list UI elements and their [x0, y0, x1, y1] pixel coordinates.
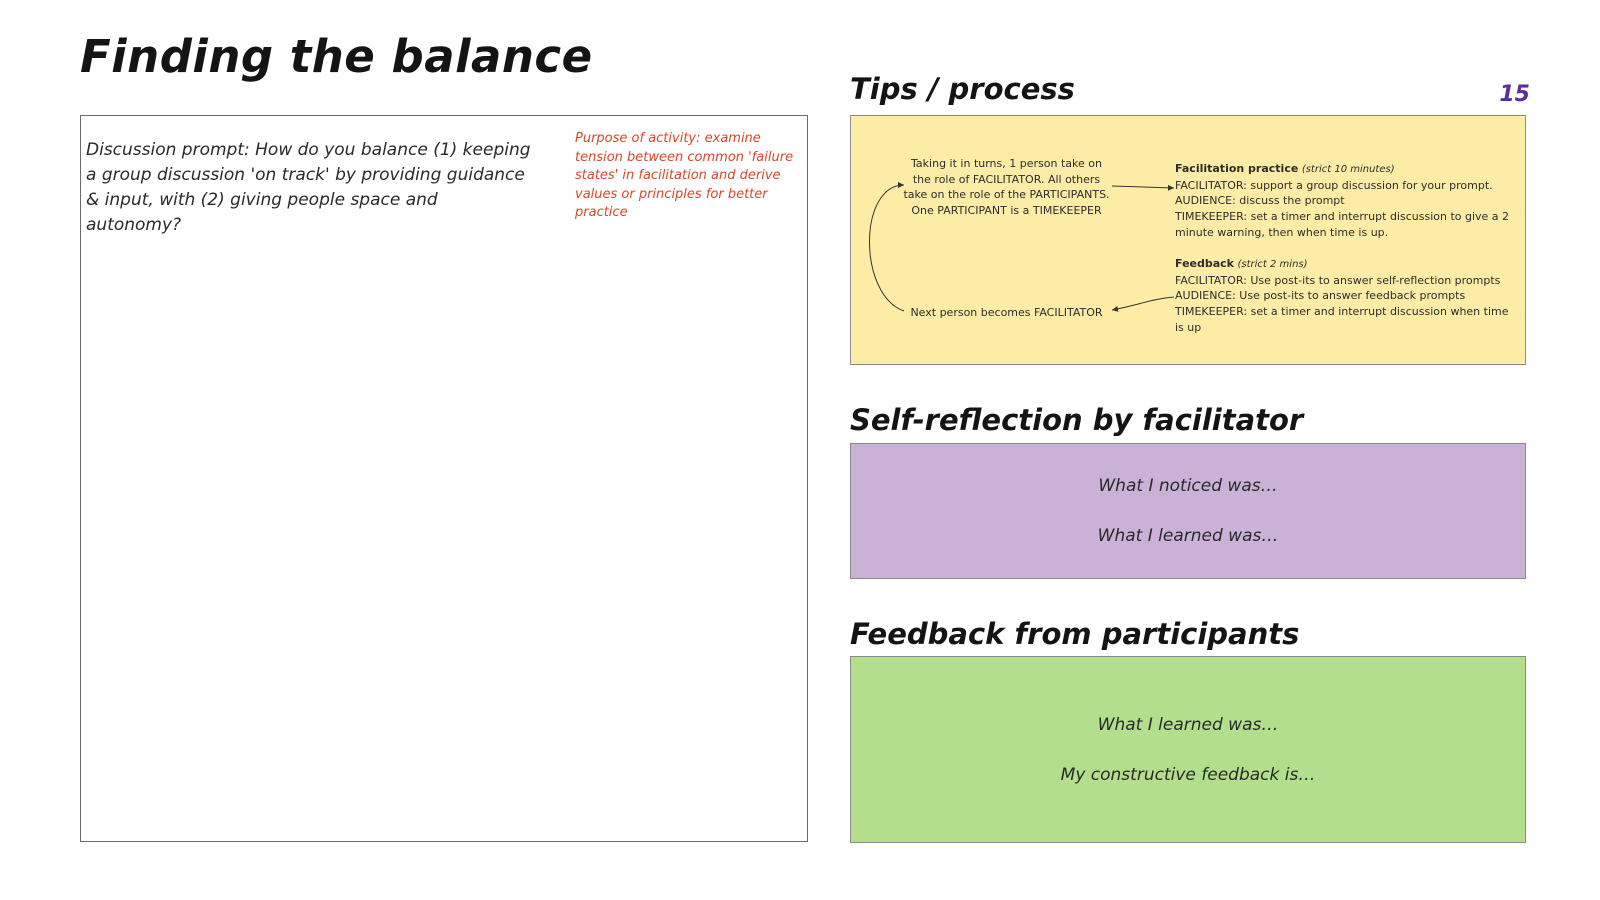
feedback-line: TIMEKEEPER: set a timer and interrupt discussion when time is up: [1175, 305, 1509, 334]
feedback-note: (strict 2 mins): [1237, 259, 1308, 270]
feedback-panel[interactable]: [850, 656, 1526, 843]
reflection-prompt-noticed: What I noticed was…: [1098, 476, 1278, 496]
feedback-block: [1175, 256, 1510, 336]
feedback-line: FACILITATOR: Use post-its to answer self-reflection prompts: [1175, 273, 1501, 287]
practice-line: TIMEKEEPER: set a timer and interrupt discussion to give a 2 minute warning, then when time is up.: [1175, 210, 1510, 239]
page-number: 15: [1499, 82, 1530, 107]
feedback-prompt-constructive: My constructive feedback is…: [1060, 765, 1316, 785]
feedback-prompt-learned: What I learned was…: [1097, 715, 1279, 735]
feedback-title: Feedback: [1175, 257, 1234, 270]
feedback-heading: Feedback from participants: [850, 617, 1300, 651]
discussion-prompt: Discussion prompt: How do you balance (1) keeping a group discussion 'on track' by providing guidance & input, with (2) giving people space and autonomy?: [86, 140, 531, 235]
activity-purpose: Purpose of activity: examine tension between common 'failure states' in facilitation and derive values or principles for better practice: [575, 131, 794, 220]
cycle-start-text: Taking it in turns, 1 person take on the role of FACILITATOR. All others take on the role of the PARTICIPANTS. One PARTICIPANT is a TIMEKEEPER: [903, 157, 1110, 217]
practice-title: Facilitation practice: [1175, 162, 1299, 175]
reflection-panel[interactable]: [850, 443, 1526, 579]
cycle-next-text: Next person becomes FACILITATOR: [910, 306, 1103, 319]
tips-heading: Tips / process: [850, 72, 1075, 106]
slide-title: Finding the balance: [80, 30, 593, 83]
practice-line: AUDIENCE: discuss the prompt: [1175, 194, 1345, 208]
practice-note: (strict 10 minutes): [1301, 164, 1395, 175]
practice-block: [1175, 161, 1510, 241]
feedback-line: AUDIENCE: Use post-its to answer feedback prompts: [1175, 289, 1466, 303]
practice-line: FACILITATOR: support a group discussion for your prompt.: [1175, 178, 1493, 192]
reflection-heading: Self-reflection by facilitator: [850, 403, 1304, 437]
reflection-prompt-learned: What I learned was…: [1097, 526, 1279, 546]
